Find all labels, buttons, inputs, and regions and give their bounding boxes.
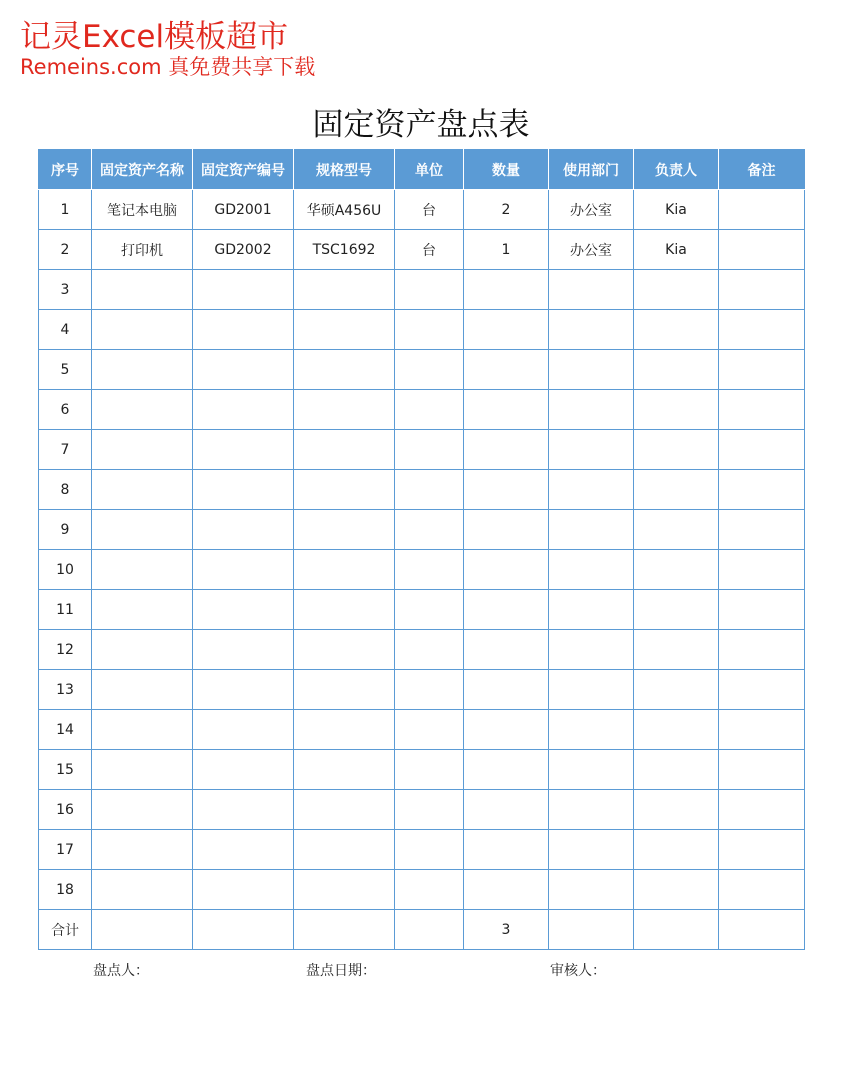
document-title: 固定资产盘点表 <box>312 107 530 143</box>
cell-owner[interactable] <box>634 750 719 790</box>
cell-asset-code[interactable] <box>193 710 294 750</box>
cell-spec-model[interactable] <box>294 270 395 310</box>
cell-quantity[interactable] <box>464 550 549 590</box>
cell-department[interactable] <box>549 510 634 550</box>
table-row <box>39 630 805 670</box>
cell-seq[interactable]: 11 <box>39 590 92 630</box>
cell-asset-code[interactable] <box>193 670 294 710</box>
cell-seq[interactable]: 15 <box>39 750 92 790</box>
cell-asset-name[interactable] <box>92 710 193 750</box>
cell-asset-name[interactable] <box>92 430 193 470</box>
cell-seq[interactable]: 2 <box>39 230 92 270</box>
table-body <box>39 190 805 950</box>
table-row <box>39 790 805 830</box>
cell-unit[interactable] <box>395 390 464 430</box>
cell-quantity[interactable] <box>464 390 549 430</box>
cell-owner[interactable] <box>634 350 719 390</box>
table-row <box>39 270 805 310</box>
table-row <box>39 590 805 630</box>
cell-asset-code[interactable] <box>193 390 294 430</box>
cell-asset-code[interactable]: GD2002 <box>193 230 294 270</box>
cell-owner[interactable]: Kia <box>634 190 719 230</box>
column-header-quantity: 数量 <box>464 150 549 190</box>
cell-quantity[interactable]: 2 <box>464 190 549 230</box>
cell-asset-code[interactable] <box>193 270 294 310</box>
table-row <box>39 230 805 270</box>
table-row <box>39 510 805 550</box>
cell-owner[interactable] <box>634 630 719 670</box>
cell-asset-name[interactable] <box>92 310 193 350</box>
table-row <box>39 870 805 910</box>
cell-quantity[interactable]: 1 <box>464 230 549 270</box>
cell-unit[interactable] <box>395 430 464 470</box>
total-row <box>39 910 805 950</box>
cell-unit[interactable] <box>395 350 464 390</box>
cell-spec-model[interactable] <box>294 790 395 830</box>
cell-asset-code[interactable] <box>193 750 294 790</box>
cell-spec-model[interactable] <box>294 750 395 790</box>
cell-asset-code[interactable] <box>193 830 294 870</box>
cell-spec-model[interactable] <box>294 630 395 670</box>
table-row <box>39 550 805 590</box>
cell-seq[interactable]: 10 <box>39 550 92 590</box>
column-header-seq: 序号 <box>39 150 92 190</box>
cell-seq[interactable]: 6 <box>39 390 92 430</box>
column-header-remarks: 备注 <box>719 150 805 190</box>
cell-remarks[interactable] <box>719 750 805 790</box>
column-header-spec-model: 规格型号 <box>294 150 395 190</box>
cell-unit[interactable] <box>395 470 464 510</box>
cell-unit[interactable] <box>395 670 464 710</box>
cell-owner[interactable] <box>634 310 719 350</box>
cell-quantity[interactable] <box>464 870 549 910</box>
cell-remarks[interactable] <box>719 390 805 430</box>
cell-department[interactable] <box>549 790 634 830</box>
table-row <box>39 350 805 390</box>
cell-remarks[interactable] <box>719 350 805 390</box>
cell-asset-code[interactable] <box>193 630 294 670</box>
signature-row <box>0 960 842 980</box>
table-row <box>39 310 805 350</box>
cell-seq[interactable]: 3 <box>39 270 92 310</box>
cell-remarks[interactable] <box>719 510 805 550</box>
cell-unit[interactable] <box>395 910 464 950</box>
cell-department[interactable] <box>549 830 634 870</box>
watermark-site: Remeins.com 真免费共享下载 <box>20 55 316 79</box>
cell-asset-name[interactable] <box>92 790 193 830</box>
cell-unit[interactable] <box>395 310 464 350</box>
cell-unit[interactable] <box>395 710 464 750</box>
cell-asset-name[interactable] <box>92 590 193 630</box>
cell-owner[interactable] <box>634 430 719 470</box>
cell-asset-name[interactable] <box>92 510 193 550</box>
cell-quantity[interactable] <box>464 470 549 510</box>
cell-quantity[interactable] <box>464 710 549 750</box>
cell-owner[interactable] <box>634 390 719 430</box>
cell-asset-code[interactable] <box>193 910 294 950</box>
cell-remarks[interactable] <box>719 830 805 870</box>
cell-owner[interactable] <box>634 510 719 550</box>
cell-seq[interactable]: 1 <box>39 190 92 230</box>
cell-owner[interactable] <box>634 910 719 950</box>
cell-asset-code[interactable] <box>193 470 294 510</box>
cell-spec-model[interactable] <box>294 870 395 910</box>
cell-spec-model[interactable] <box>294 310 395 350</box>
cell-seq[interactable]: 合计 <box>39 910 92 950</box>
cell-remarks[interactable] <box>719 710 805 750</box>
cell-asset-name[interactable]: 笔记本电脑 <box>92 190 193 230</box>
cell-unit[interactable] <box>395 750 464 790</box>
cell-quantity[interactable] <box>464 430 549 470</box>
cell-seq[interactable]: 9 <box>39 510 92 550</box>
table-row <box>39 670 805 710</box>
cell-department[interactable] <box>549 750 634 790</box>
cell-department[interactable] <box>549 430 634 470</box>
cell-unit[interactable] <box>395 270 464 310</box>
cell-unit[interactable]: 台 <box>395 190 464 230</box>
cell-asset-name[interactable] <box>92 550 193 590</box>
table-header-row <box>39 150 805 190</box>
cell-asset-code[interactable] <box>193 350 294 390</box>
cell-spec-model[interactable]: 华硕A456U <box>294 190 395 230</box>
column-header-asset-name: 固定资产名称 <box>92 150 193 190</box>
cell-owner[interactable]: Kia <box>634 230 719 270</box>
cell-owner[interactable] <box>634 670 719 710</box>
cell-unit[interactable] <box>395 790 464 830</box>
cell-unit[interactable] <box>395 550 464 590</box>
cell-asset-code[interactable] <box>193 310 294 350</box>
cell-department[interactable] <box>549 470 634 510</box>
cell-department[interactable] <box>549 390 634 430</box>
cell-remarks[interactable] <box>719 630 805 670</box>
cell-spec-model[interactable] <box>294 350 395 390</box>
cell-remarks[interactable] <box>719 670 805 710</box>
cell-department[interactable]: 办公室 <box>549 190 634 230</box>
cell-unit[interactable] <box>395 870 464 910</box>
cell-spec-model[interactable] <box>294 390 395 430</box>
cell-department[interactable] <box>549 310 634 350</box>
cell-asset-code[interactable] <box>193 790 294 830</box>
cell-seq[interactable]: 12 <box>39 630 92 670</box>
cell-owner[interactable] <box>634 590 719 630</box>
cell-remarks[interactable] <box>719 910 805 950</box>
table-row <box>39 190 805 230</box>
cell-spec-model[interactable] <box>294 830 395 870</box>
cell-department[interactable] <box>549 590 634 630</box>
cell-quantity[interactable] <box>464 350 549 390</box>
cell-owner[interactable] <box>634 870 719 910</box>
cell-spec-model[interactable] <box>294 670 395 710</box>
cell-asset-name[interactable] <box>92 470 193 510</box>
cell-asset-name[interactable] <box>92 630 193 670</box>
cell-seq[interactable]: 7 <box>39 430 92 470</box>
cell-seq[interactable]: 5 <box>39 350 92 390</box>
cell-spec-model[interactable] <box>294 470 395 510</box>
cell-quantity[interactable] <box>464 670 549 710</box>
cell-seq[interactable]: 16 <box>39 790 92 830</box>
count-date-label: 盘点日期： <box>306 963 376 979</box>
cell-spec-model[interactable] <box>294 710 395 750</box>
reviewer-label: 审核人： <box>550 963 606 979</box>
cell-asset-name[interactable] <box>92 830 193 870</box>
cell-remarks[interactable] <box>719 430 805 470</box>
watermark <box>20 19 316 79</box>
cell-remarks[interactable] <box>719 190 805 230</box>
cell-unit[interactable] <box>395 630 464 670</box>
cell-asset-name[interactable] <box>92 670 193 710</box>
cell-asset-code[interactable] <box>193 870 294 910</box>
cell-unit[interactable] <box>395 510 464 550</box>
table-row <box>39 390 805 430</box>
cell-quantity[interactable]: 3 <box>464 910 549 950</box>
cell-quantity[interactable] <box>464 830 549 870</box>
cell-asset-code[interactable] <box>193 590 294 630</box>
column-header-unit: 单位 <box>395 150 464 190</box>
cell-unit[interactable]: 台 <box>395 230 464 270</box>
cell-quantity[interactable] <box>464 510 549 550</box>
cell-asset-name[interactable] <box>92 270 193 310</box>
cell-quantity[interactable] <box>464 310 549 350</box>
cell-remarks[interactable] <box>719 550 805 590</box>
cell-unit[interactable] <box>395 590 464 630</box>
cell-quantity[interactable] <box>464 630 549 670</box>
cell-department[interactable] <box>549 670 634 710</box>
asset-inventory-table <box>38 149 805 950</box>
cell-owner[interactable] <box>634 470 719 510</box>
cell-department[interactable] <box>549 910 634 950</box>
table-row <box>39 830 805 870</box>
cell-spec-model[interactable]: TSC1692 <box>294 230 395 270</box>
column-header-department: 使用部门 <box>549 150 634 190</box>
cell-seq[interactable]: 14 <box>39 710 92 750</box>
cell-asset-code[interactable]: GD2001 <box>193 190 294 230</box>
table-row <box>39 470 805 510</box>
cell-seq[interactable]: 17 <box>39 830 92 870</box>
cell-remarks[interactable] <box>719 470 805 510</box>
cell-asset-name[interactable] <box>92 390 193 430</box>
cell-quantity[interactable] <box>464 790 549 830</box>
cell-department[interactable] <box>549 550 634 590</box>
table-row <box>39 750 805 790</box>
table-row <box>39 430 805 470</box>
cell-asset-name[interactable] <box>92 870 193 910</box>
cell-unit[interactable] <box>395 830 464 870</box>
table-row <box>39 710 805 750</box>
cell-department[interactable] <box>549 270 634 310</box>
cell-asset-name[interactable]: 打印机 <box>92 230 193 270</box>
cell-remarks[interactable] <box>719 790 805 830</box>
cell-seq[interactable]: 13 <box>39 670 92 710</box>
cell-spec-model[interactable] <box>294 430 395 470</box>
cell-asset-code[interactable] <box>193 510 294 550</box>
cell-asset-name[interactable] <box>92 910 193 950</box>
cell-owner[interactable] <box>634 790 719 830</box>
cell-owner[interactable] <box>634 550 719 590</box>
cell-department[interactable] <box>549 710 634 750</box>
cell-remarks[interactable] <box>719 590 805 630</box>
counter-label: 盘点人： <box>93 963 149 979</box>
cell-remarks[interactable] <box>719 270 805 310</box>
cell-quantity[interactable] <box>464 270 549 310</box>
cell-department[interactable]: 办公室 <box>549 230 634 270</box>
cell-spec-model[interactable] <box>294 590 395 630</box>
cell-spec-model[interactable] <box>294 510 395 550</box>
cell-seq[interactable]: 18 <box>39 870 92 910</box>
column-header-asset-code: 固定资产编号 <box>193 150 294 190</box>
cell-department[interactable] <box>549 870 634 910</box>
cell-quantity[interactable] <box>464 750 549 790</box>
watermark-brand: 记灵Excel模板超市 <box>20 19 289 55</box>
cell-seq[interactable]: 4 <box>39 310 92 350</box>
column-header-owner: 负责人 <box>634 150 719 190</box>
cell-spec-model[interactable] <box>294 550 395 590</box>
cell-asset-name[interactable] <box>92 350 193 390</box>
cell-asset-code[interactable] <box>193 550 294 590</box>
cell-quantity[interactable] <box>464 590 549 630</box>
cell-seq[interactable]: 8 <box>39 470 92 510</box>
cell-remarks[interactable] <box>719 230 805 270</box>
cell-owner[interactable] <box>634 270 719 310</box>
cell-spec-model[interactable] <box>294 910 395 950</box>
cell-owner[interactable] <box>634 830 719 870</box>
cell-owner[interactable] <box>634 710 719 750</box>
cell-department[interactable] <box>549 350 634 390</box>
cell-department[interactable] <box>549 630 634 670</box>
cell-asset-code[interactable] <box>193 430 294 470</box>
cell-remarks[interactable] <box>719 310 805 350</box>
cell-asset-name[interactable] <box>92 750 193 790</box>
cell-remarks[interactable] <box>719 870 805 910</box>
